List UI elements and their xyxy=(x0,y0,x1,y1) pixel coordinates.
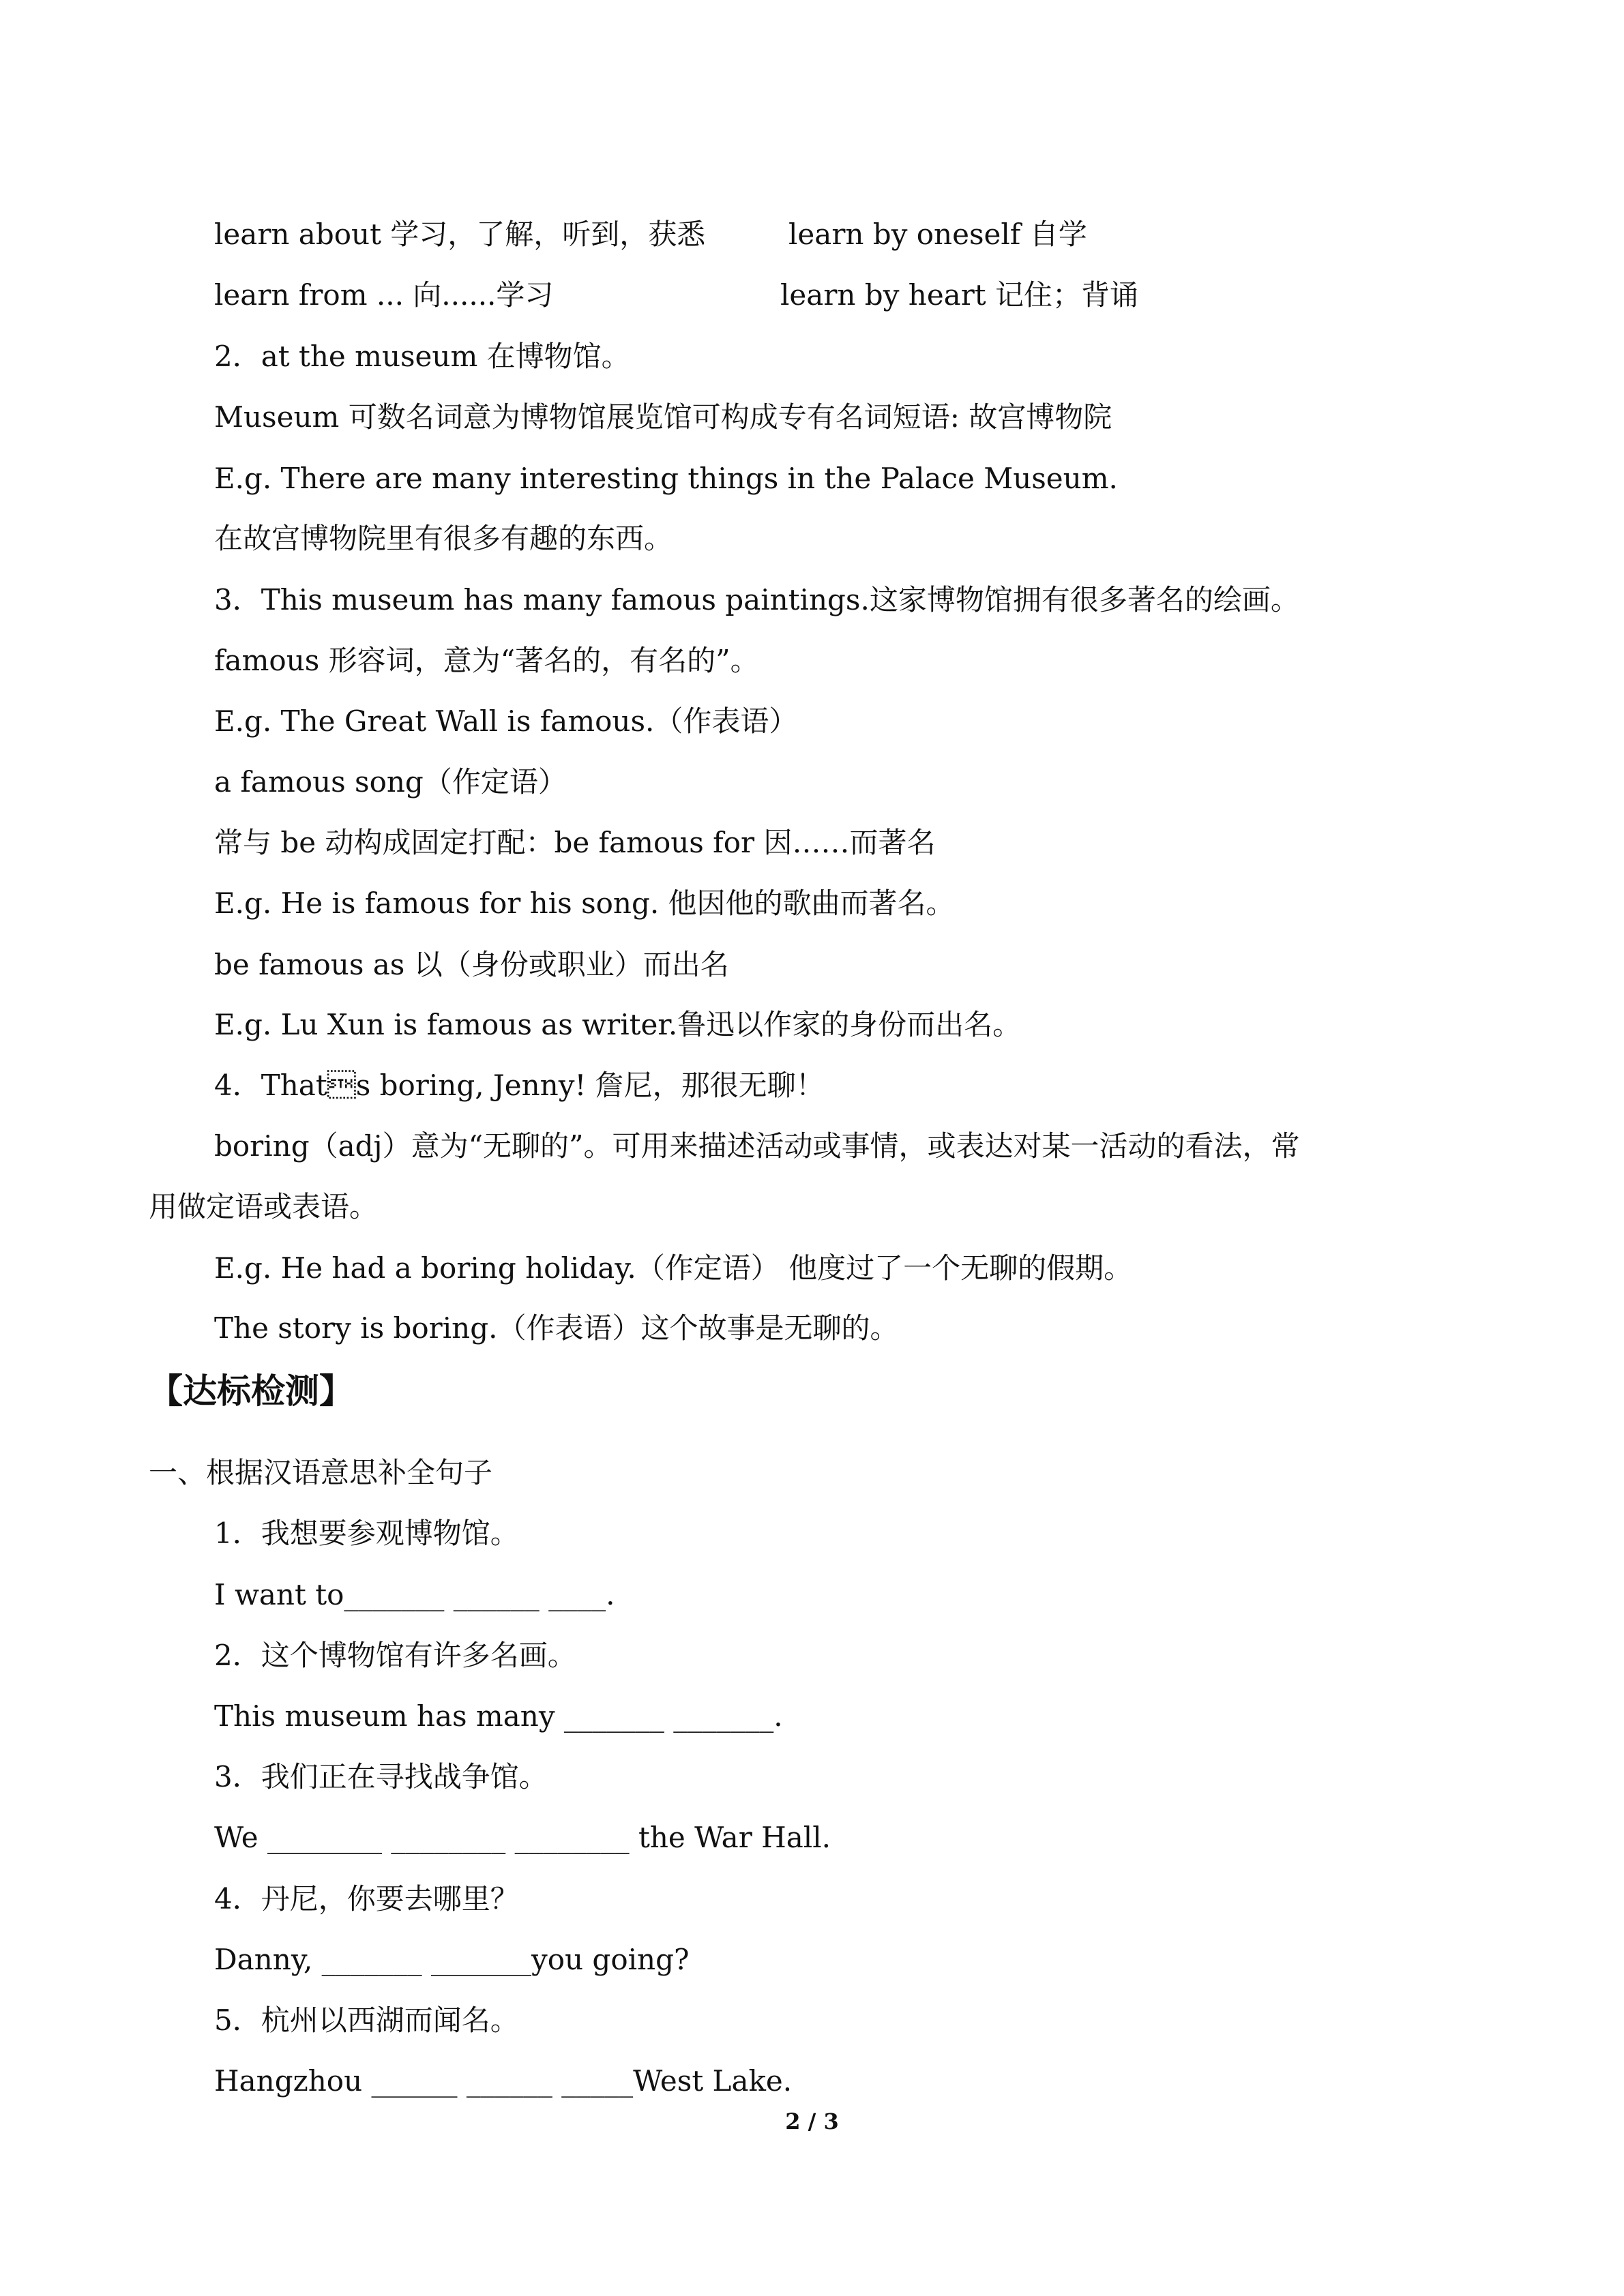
text-line: be famous as 以（身份或职业）而出名 xyxy=(214,948,729,981)
exercise-blank-sentence: We ________ ________ ________ the War Hall. xyxy=(214,1821,831,1854)
exercise-blank-sentence: I want to_______ ______ ____. xyxy=(214,1578,615,1611)
text-line: E.g. He is famous for his song. 他因他的歌曲而著名。 xyxy=(214,886,955,920)
exercise-blank-sentence: Hangzhou ______ ______ _____West Lake. xyxy=(214,2064,793,2098)
exercise-part-title: 一、根据汉语意思补全句子 xyxy=(149,1456,493,1489)
text-line: learn by heart 记住；背诵 xyxy=(780,278,1139,312)
exercise-prompt: 5．杭州以西湖而闻名。 xyxy=(214,2003,519,2037)
text-line: 常与 be 动构成固定打配：be famous for 因……而著名 xyxy=(214,826,936,859)
text-line: E.g. Lu Xun is famous as writer.鲁迅以作家的身份而出名。 xyxy=(214,1008,1022,1041)
exercise-prompt: 3．我们正在寻找战争馆。 xyxy=(214,1760,548,1793)
text-line: 4．Thats boring, Jenny! 詹尼，那很无聊！ xyxy=(214,1069,825,1102)
exercise-prompt: 1．我想要参观博物馆。 xyxy=(214,1517,519,1550)
exercise-prompt: 2．这个博物馆有许多名画。 xyxy=(214,1639,576,1672)
text-line: learn about 学习，了解，听到，获悉 xyxy=(214,218,706,251)
text-line: boring（adj）意为“无聊的”。可用来描述活动或事情，或表达对某一活动的看法，常 xyxy=(214,1129,1300,1163)
text-line: 用做定语或表语。 xyxy=(149,1190,379,1223)
section-heading: 【达标检测】 xyxy=(149,1371,353,1411)
text-line: The story is boring.（作表语）这个故事是无聊的。 xyxy=(214,1311,899,1345)
text-line: 2．at the museum 在博物馆。 xyxy=(214,340,630,373)
text-line: Museum 可数名词意为博物馆展览馆可构成专有名词短语: 故宫博物院 xyxy=(214,400,1112,434)
text-line: E.g. The Great Wall is famous.（作表语） xyxy=(214,704,798,738)
text-line: learn from ... 向......学习 xyxy=(214,278,554,312)
text-line: famous 形容词，意为“著名的，有名的”。 xyxy=(214,644,759,677)
exercise-prompt: 4．丹尼，你要去哪里？ xyxy=(214,1882,519,1915)
text-line: E.g. There are many interesting things in the Palace Museum. xyxy=(214,462,1118,495)
text-line: a famous song（作定语） xyxy=(214,765,567,799)
text-line: 3．This museum has many famous paintings.这家博物馆拥有很多著名的绘画。 xyxy=(214,583,1299,616)
text-line: E.g. He had a boring holiday.（作定语） 他度过了一个无聊的假期。 xyxy=(214,1251,1133,1285)
page-number: 2 / 3 xyxy=(785,2108,839,2134)
text-line: learn by oneself 自学 xyxy=(788,218,1087,251)
exercise-blank-sentence: This museum has many _______ _______. xyxy=(214,1699,783,1733)
text-line: 在故宫博物院里有很多有趣的东西。 xyxy=(214,522,673,555)
exercise-blank-sentence: Danny, _______ _______you going? xyxy=(214,1943,690,1976)
